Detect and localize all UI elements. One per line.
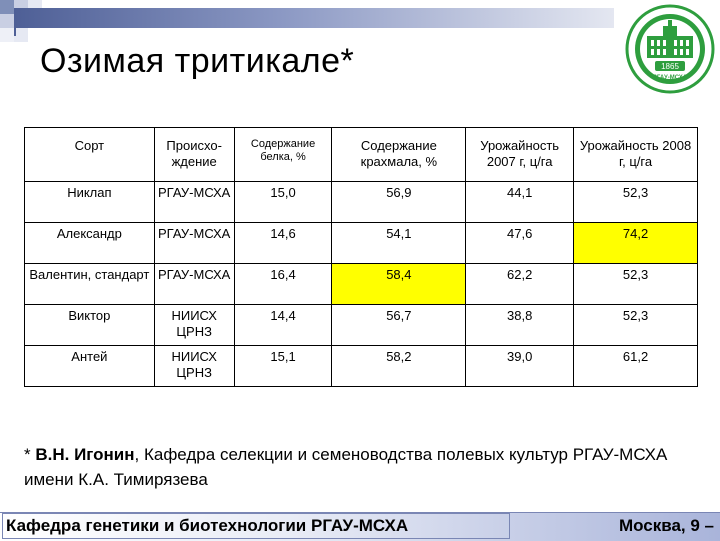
table-row — [25, 264, 698, 305]
cell-protein: 14,6 — [234, 223, 332, 264]
table-row — [25, 182, 698, 223]
decor-square — [0, 0, 14, 14]
table-row — [25, 346, 698, 387]
decor-square — [0, 28, 14, 42]
cell-variety: Александр — [25, 223, 155, 264]
footnote-marker: * — [24, 445, 36, 464]
cell-yield-2008-highlighted: 74,2 — [574, 223, 698, 264]
cell-yield-2008: 61,2 — [574, 346, 698, 387]
cell-protein: 14,4 — [234, 305, 332, 346]
header-variety: Сорт — [25, 128, 155, 182]
university-logo-icon — [625, 4, 715, 94]
footer-location-page: Москва, 9 – — [618, 516, 714, 535]
cell-yield-2007: 44,1 — [466, 182, 574, 223]
footer-department: Кафедра генетики и биотехнологии РГАУ-МСХА — [6, 516, 409, 535]
decor-square — [14, 28, 28, 42]
logo-year: 1865 — [661, 62, 679, 71]
cell-yield-2008: 52,3 — [574, 182, 698, 223]
cell-starch: 58,2 — [332, 346, 466, 387]
slide-title: Озимая тритикале* — [40, 42, 355, 80]
cell-variety: Никлап — [25, 182, 155, 223]
cell-starch: 56,7 — [332, 305, 466, 346]
cell-protein: 15,1 — [234, 346, 332, 387]
triticale-varieties-table — [24, 127, 698, 387]
slide-footer — [0, 512, 720, 541]
cell-origin: РГАУ-МСХА — [154, 182, 234, 223]
footnote — [24, 442, 704, 492]
cell-starch-highlighted: 58,4 — [332, 264, 466, 305]
cell-yield-2008: 52,3 — [574, 264, 698, 305]
table-row — [25, 223, 698, 264]
logo-text: РГАУ-МСХА — [652, 75, 688, 81]
header-starch: Содержание крахмала, % — [332, 128, 466, 182]
cell-origin: РГАУ-МСХА — [154, 223, 234, 264]
cell-yield-2007: 38,8 — [466, 305, 574, 346]
footnote-text: , Кафедра селекции и семеноводства полевых культур РГАУ-МСХА имени К.А. Тимирязева — [24, 445, 668, 489]
cell-yield-2007: 62,2 — [466, 264, 574, 305]
cell-origin: НИИСХ ЦРНЗ — [154, 346, 234, 387]
cell-yield-2007: 47,6 — [466, 223, 574, 264]
cell-yield-2007: 39,0 — [466, 346, 574, 387]
decor-square — [0, 14, 14, 28]
decor-vertical-line — [14, 8, 16, 36]
header-yield-2007: Урожайность 2007 г, ц/га — [466, 128, 574, 182]
cell-yield-2008: 52,3 — [574, 305, 698, 346]
cell-variety: Антей — [25, 346, 155, 387]
cell-origin: НИИСХ ЦРНЗ — [154, 305, 234, 346]
cell-protein: 16,4 — [234, 264, 332, 305]
cell-origin: РГАУ-МСХА — [154, 264, 234, 305]
cell-variety: Валентин, стандарт — [25, 264, 155, 305]
table-row — [25, 305, 698, 346]
cell-starch: 54,1 — [332, 223, 466, 264]
decor-top-bar — [14, 8, 614, 28]
footnote-author: В.Н. Игонин — [35, 445, 135, 464]
cell-variety: Виктор — [25, 305, 155, 346]
header-origin: Происхо-ждение — [154, 128, 234, 182]
header-yield-2008: Урожайность 2008 г, ц/га — [574, 128, 698, 182]
header-protein: Содержание белка, % — [234, 128, 332, 182]
cell-starch: 56,9 — [332, 182, 466, 223]
cell-protein: 15,0 — [234, 182, 332, 223]
table-header-row — [25, 128, 698, 182]
